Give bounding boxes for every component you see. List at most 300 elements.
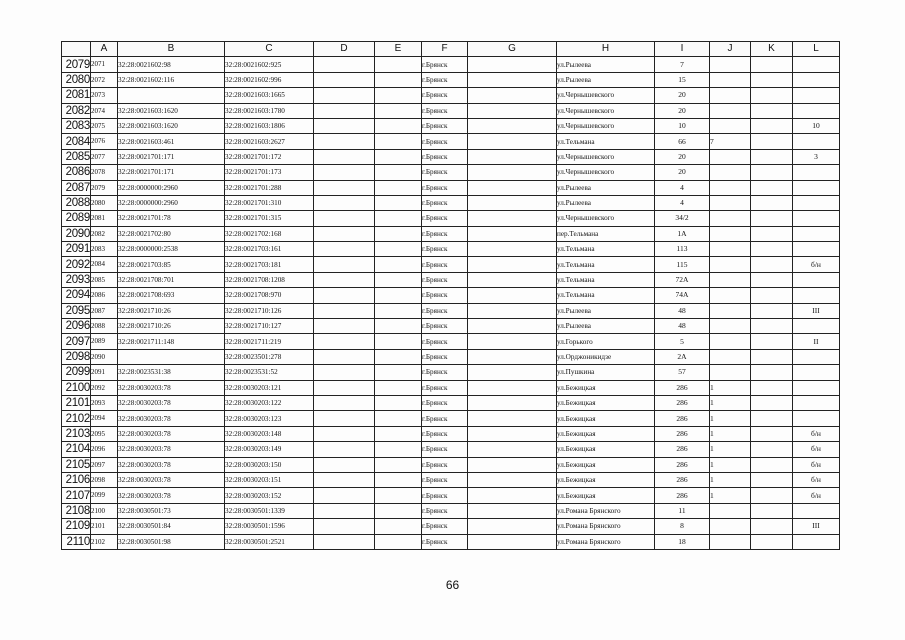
cell-k[interactable] bbox=[751, 226, 793, 241]
cell-a[interactable]: 2089 bbox=[91, 334, 118, 349]
cell-l[interactable] bbox=[793, 165, 840, 180]
cell-f[interactable]: г.Брянск bbox=[422, 149, 468, 164]
cell-f[interactable]: г.Брянск bbox=[422, 180, 468, 195]
row-number[interactable]: 2093 bbox=[62, 272, 91, 287]
cell-g[interactable] bbox=[468, 395, 557, 410]
row-number[interactable]: 2109 bbox=[62, 519, 91, 534]
cell-l[interactable] bbox=[793, 503, 840, 518]
cell-c[interactable]: 32:28:0021708:970 bbox=[225, 288, 314, 303]
cell-i[interactable]: 286 bbox=[655, 395, 710, 410]
cell-d[interactable] bbox=[314, 365, 375, 380]
cell-a[interactable]: 2098 bbox=[91, 472, 118, 487]
cell-b[interactable]: 32:28:0030203:78 bbox=[118, 380, 225, 395]
cell-f[interactable]: г.Брянск bbox=[422, 257, 468, 272]
cell-l[interactable]: б/н bbox=[793, 488, 840, 503]
cell-e[interactable] bbox=[375, 426, 422, 441]
cell-d[interactable] bbox=[314, 103, 375, 118]
cell-a[interactable]: 2078 bbox=[91, 165, 118, 180]
cell-j[interactable]: 1 bbox=[710, 380, 751, 395]
column-header-d[interactable]: D bbox=[314, 42, 375, 57]
cell-k[interactable] bbox=[751, 488, 793, 503]
cell-f[interactable]: г.Брянск bbox=[422, 319, 468, 334]
row-number[interactable]: 2079 bbox=[62, 57, 91, 72]
cell-h[interactable]: пер.Тельмана bbox=[557, 226, 655, 241]
cell-j[interactable]: 1 bbox=[710, 457, 751, 472]
cell-f[interactable]: г.Брянск bbox=[422, 488, 468, 503]
row-number[interactable]: 2104 bbox=[62, 442, 91, 457]
cell-l[interactable] bbox=[793, 211, 840, 226]
cell-h[interactable]: ул.Рылеева bbox=[557, 180, 655, 195]
cell-e[interactable] bbox=[375, 180, 422, 195]
cell-l[interactable] bbox=[793, 134, 840, 149]
cell-b[interactable]: 32:28:0023531:38 bbox=[118, 365, 225, 380]
cell-a[interactable]: 2082 bbox=[91, 226, 118, 241]
cell-c[interactable]: 32:28:0021703:161 bbox=[225, 242, 314, 257]
cell-f[interactable]: г.Брянск bbox=[422, 242, 468, 257]
cell-j[interactable] bbox=[710, 88, 751, 103]
cell-g[interactable] bbox=[468, 426, 557, 441]
cell-b[interactable]: 32:28:0030203:78 bbox=[118, 395, 225, 410]
cell-k[interactable] bbox=[751, 195, 793, 210]
cell-j[interactable] bbox=[710, 195, 751, 210]
cell-j[interactable] bbox=[710, 118, 751, 133]
cell-e[interactable] bbox=[375, 57, 422, 72]
cell-l[interactable]: б/н bbox=[793, 257, 840, 272]
row-number[interactable]: 2100 bbox=[62, 380, 91, 395]
cell-j[interactable] bbox=[710, 319, 751, 334]
cell-a[interactable]: 2093 bbox=[91, 395, 118, 410]
cell-l[interactable]: б/н bbox=[793, 457, 840, 472]
cell-h[interactable]: ул.Романа Брянского bbox=[557, 503, 655, 518]
cell-e[interactable] bbox=[375, 288, 422, 303]
cell-c[interactable]: 32:28:0021708:1208 bbox=[225, 272, 314, 287]
cell-h[interactable]: ул.Чернышевского bbox=[557, 149, 655, 164]
cell-c[interactable]: 32:28:0021603:1665 bbox=[225, 88, 314, 103]
cell-k[interactable] bbox=[751, 257, 793, 272]
cell-d[interactable] bbox=[314, 72, 375, 87]
cell-g[interactable] bbox=[468, 195, 557, 210]
cell-j[interactable] bbox=[710, 334, 751, 349]
column-header-e[interactable]: E bbox=[375, 42, 422, 57]
cell-i[interactable]: 286 bbox=[655, 442, 710, 457]
cell-g[interactable] bbox=[468, 472, 557, 487]
cell-f[interactable]: г.Брянск bbox=[422, 288, 468, 303]
cell-e[interactable] bbox=[375, 165, 422, 180]
cell-j[interactable] bbox=[710, 211, 751, 226]
cell-b[interactable]: 32:28:0000000:2538 bbox=[118, 242, 225, 257]
cell-i[interactable]: 2А bbox=[655, 349, 710, 364]
cell-c[interactable]: 32:28:0030501:1339 bbox=[225, 503, 314, 518]
cell-c[interactable]: 32:28:0030203:123 bbox=[225, 411, 314, 426]
cell-j[interactable]: 1 bbox=[710, 472, 751, 487]
cell-e[interactable] bbox=[375, 226, 422, 241]
cell-f[interactable]: г.Брянск bbox=[422, 226, 468, 241]
cell-b[interactable]: 32:28:0021711:148 bbox=[118, 334, 225, 349]
cell-h[interactable]: ул.Романа Брянского bbox=[557, 534, 655, 549]
cell-l[interactable]: б/н bbox=[793, 426, 840, 441]
cell-h[interactable]: ул.Бежицкая bbox=[557, 488, 655, 503]
row-number[interactable]: 2096 bbox=[62, 319, 91, 334]
cell-d[interactable] bbox=[314, 272, 375, 287]
cell-l[interactable]: II bbox=[793, 334, 840, 349]
cell-j[interactable] bbox=[710, 226, 751, 241]
cell-a[interactable]: 2073 bbox=[91, 88, 118, 103]
cell-l[interactable]: III bbox=[793, 303, 840, 318]
cell-l[interactable]: б/н bbox=[793, 442, 840, 457]
cell-c[interactable]: 32:28:0023531:52 bbox=[225, 365, 314, 380]
cell-j[interactable] bbox=[710, 534, 751, 549]
cell-g[interactable] bbox=[468, 118, 557, 133]
cell-h[interactable]: ул.Чернышевского bbox=[557, 165, 655, 180]
cell-h[interactable]: ул.Бежицкая bbox=[557, 411, 655, 426]
cell-k[interactable] bbox=[751, 457, 793, 472]
cell-i[interactable]: 4 bbox=[655, 180, 710, 195]
cell-f[interactable]: г.Брянск bbox=[422, 349, 468, 364]
cell-g[interactable] bbox=[468, 103, 557, 118]
cell-b[interactable]: 32:28:0030501:73 bbox=[118, 503, 225, 518]
cell-i[interactable]: 66 bbox=[655, 134, 710, 149]
cell-g[interactable] bbox=[468, 57, 557, 72]
cell-h[interactable]: ул.Бежицкая bbox=[557, 426, 655, 441]
row-number[interactable]: 2094 bbox=[62, 288, 91, 303]
cell-j[interactable] bbox=[710, 149, 751, 164]
cell-b[interactable]: 32:28:0021602:116 bbox=[118, 72, 225, 87]
row-number[interactable]: 2107 bbox=[62, 488, 91, 503]
cell-k[interactable] bbox=[751, 319, 793, 334]
cell-k[interactable] bbox=[751, 503, 793, 518]
cell-k[interactable] bbox=[751, 426, 793, 441]
cell-j[interactable] bbox=[710, 57, 751, 72]
cell-l[interactable] bbox=[793, 180, 840, 195]
cell-k[interactable] bbox=[751, 180, 793, 195]
cell-l[interactable] bbox=[793, 365, 840, 380]
cell-a[interactable]: 2079 bbox=[91, 180, 118, 195]
cell-e[interactable] bbox=[375, 242, 422, 257]
cell-i[interactable]: 20 bbox=[655, 149, 710, 164]
cell-a[interactable]: 2096 bbox=[91, 442, 118, 457]
cell-k[interactable] bbox=[751, 118, 793, 133]
cell-h[interactable]: ул.Чернышевского bbox=[557, 118, 655, 133]
cell-f[interactable]: г.Брянск bbox=[422, 534, 468, 549]
cell-a[interactable]: 2083 bbox=[91, 242, 118, 257]
cell-c[interactable]: 32:28:0021710:126 bbox=[225, 303, 314, 318]
cell-f[interactable]: г.Брянск bbox=[422, 195, 468, 210]
cell-e[interactable] bbox=[375, 395, 422, 410]
cell-j[interactable] bbox=[710, 242, 751, 257]
cell-a[interactable]: 2091 bbox=[91, 365, 118, 380]
cell-d[interactable] bbox=[314, 426, 375, 441]
row-number[interactable]: 2084 bbox=[62, 134, 91, 149]
cell-d[interactable] bbox=[314, 534, 375, 549]
column-header-h[interactable]: H bbox=[557, 42, 655, 57]
cell-d[interactable] bbox=[314, 334, 375, 349]
cell-d[interactable] bbox=[314, 411, 375, 426]
cell-l[interactable] bbox=[793, 380, 840, 395]
cell-l[interactable]: III bbox=[793, 519, 840, 534]
cell-d[interactable] bbox=[314, 57, 375, 72]
cell-g[interactable] bbox=[468, 334, 557, 349]
cell-c[interactable]: 32:28:0021703:181 bbox=[225, 257, 314, 272]
cell-b[interactable]: 32:28:0030203:78 bbox=[118, 411, 225, 426]
cell-d[interactable] bbox=[314, 211, 375, 226]
cell-k[interactable] bbox=[751, 288, 793, 303]
cell-b[interactable]: 32:28:0000000:2960 bbox=[118, 195, 225, 210]
cell-d[interactable] bbox=[314, 488, 375, 503]
cell-g[interactable] bbox=[468, 319, 557, 334]
cell-b[interactable]: 32:28:0021708:693 bbox=[118, 288, 225, 303]
cell-d[interactable] bbox=[314, 519, 375, 534]
cell-d[interactable] bbox=[314, 288, 375, 303]
cell-h[interactable]: ул.Орджоникидзе bbox=[557, 349, 655, 364]
cell-f[interactable]: г.Брянск bbox=[422, 411, 468, 426]
cell-f[interactable]: г.Брянск bbox=[422, 334, 468, 349]
cell-l[interactable] bbox=[793, 288, 840, 303]
cell-l[interactable] bbox=[793, 226, 840, 241]
cell-d[interactable] bbox=[314, 118, 375, 133]
cell-b[interactable]: 32:28:0030203:78 bbox=[118, 457, 225, 472]
cell-e[interactable] bbox=[375, 442, 422, 457]
cell-c[interactable]: 32:28:0021710:127 bbox=[225, 319, 314, 334]
cell-b[interactable]: 32:28:0000000:2960 bbox=[118, 180, 225, 195]
cell-k[interactable] bbox=[751, 411, 793, 426]
cell-a[interactable]: 2088 bbox=[91, 319, 118, 334]
cell-c[interactable]: 32:28:0021702:168 bbox=[225, 226, 314, 241]
cell-h[interactable]: ул.Горького bbox=[557, 334, 655, 349]
cell-i[interactable]: 286 bbox=[655, 426, 710, 441]
cell-h[interactable]: ул.Тельмана bbox=[557, 288, 655, 303]
cell-j[interactable]: 1 bbox=[710, 395, 751, 410]
row-number[interactable]: 2085 bbox=[62, 149, 91, 164]
cell-f[interactable]: г.Брянск bbox=[422, 457, 468, 472]
cell-c[interactable]: 32:28:0030501:2521 bbox=[225, 534, 314, 549]
cell-i[interactable]: 1А bbox=[655, 226, 710, 241]
cell-l[interactable] bbox=[793, 395, 840, 410]
cell-d[interactable] bbox=[314, 149, 375, 164]
row-number[interactable]: 2086 bbox=[62, 165, 91, 180]
cell-j[interactable] bbox=[710, 288, 751, 303]
row-number[interactable]: 2097 bbox=[62, 334, 91, 349]
cell-l[interactable]: 3 bbox=[793, 149, 840, 164]
cell-l[interactable] bbox=[793, 57, 840, 72]
cell-b[interactable]: 32:28:0021603:1620 bbox=[118, 118, 225, 133]
cell-h[interactable]: ул.Тельмана bbox=[557, 272, 655, 287]
cell-j[interactable] bbox=[710, 349, 751, 364]
cell-h[interactable]: ул.Чернышевского bbox=[557, 88, 655, 103]
cell-g[interactable] bbox=[468, 272, 557, 287]
cell-j[interactable] bbox=[710, 303, 751, 318]
cell-h[interactable]: ул.Бежицкая bbox=[557, 457, 655, 472]
cell-c[interactable]: 32:28:0021701:288 bbox=[225, 180, 314, 195]
cell-j[interactable] bbox=[710, 165, 751, 180]
row-number[interactable]: 2082 bbox=[62, 103, 91, 118]
cell-l[interactable] bbox=[793, 88, 840, 103]
cell-h[interactable]: ул.Тельмана bbox=[557, 257, 655, 272]
cell-k[interactable] bbox=[751, 365, 793, 380]
cell-c[interactable]: 32:28:0030203:151 bbox=[225, 472, 314, 487]
cell-k[interactable] bbox=[751, 134, 793, 149]
cell-h[interactable]: ул.Тельмана bbox=[557, 242, 655, 257]
cell-e[interactable] bbox=[375, 134, 422, 149]
cell-d[interactable] bbox=[314, 257, 375, 272]
cell-b[interactable]: 32:28:0021701:171 bbox=[118, 165, 225, 180]
cell-c[interactable]: 32:28:0030203:152 bbox=[225, 488, 314, 503]
column-header-k[interactable]: K bbox=[751, 42, 793, 57]
cell-j[interactable]: 1 bbox=[710, 411, 751, 426]
row-number[interactable]: 2110 bbox=[62, 534, 91, 549]
cell-f[interactable]: г.Брянск bbox=[422, 303, 468, 318]
cell-a[interactable]: 2080 bbox=[91, 195, 118, 210]
cell-a[interactable]: 2087 bbox=[91, 303, 118, 318]
cell-d[interactable] bbox=[314, 134, 375, 149]
cell-g[interactable] bbox=[468, 380, 557, 395]
cell-b[interactable]: 32:28:0030203:78 bbox=[118, 488, 225, 503]
cell-i[interactable]: 20 bbox=[655, 88, 710, 103]
cell-g[interactable] bbox=[468, 226, 557, 241]
cell-l[interactable]: 10 bbox=[793, 118, 840, 133]
cell-f[interactable]: г.Брянск bbox=[422, 118, 468, 133]
row-number[interactable]: 2087 bbox=[62, 180, 91, 195]
row-number[interactable]: 2091 bbox=[62, 242, 91, 257]
cell-f[interactable]: г.Брянск bbox=[422, 503, 468, 518]
cell-d[interactable] bbox=[314, 165, 375, 180]
cell-b[interactable] bbox=[118, 88, 225, 103]
cell-b[interactable]: 32:28:0030203:78 bbox=[118, 442, 225, 457]
cell-e[interactable] bbox=[375, 334, 422, 349]
row-number[interactable]: 2088 bbox=[62, 195, 91, 210]
cell-f[interactable]: г.Брянск bbox=[422, 395, 468, 410]
cell-k[interactable] bbox=[751, 303, 793, 318]
cell-h[interactable]: ул.Рылеева bbox=[557, 195, 655, 210]
cell-e[interactable] bbox=[375, 411, 422, 426]
row-number[interactable]: 2095 bbox=[62, 303, 91, 318]
cell-d[interactable] bbox=[314, 457, 375, 472]
cell-e[interactable] bbox=[375, 303, 422, 318]
cell-b[interactable]: 32:28:0021710:26 bbox=[118, 303, 225, 318]
cell-e[interactable] bbox=[375, 195, 422, 210]
cell-f[interactable]: г.Брянск bbox=[422, 211, 468, 226]
cell-f[interactable]: г.Брянск bbox=[422, 519, 468, 534]
cell-j[interactable]: 1 bbox=[710, 488, 751, 503]
cell-d[interactable] bbox=[314, 303, 375, 318]
cell-i[interactable]: 286 bbox=[655, 457, 710, 472]
cell-f[interactable]: г.Брянск bbox=[422, 380, 468, 395]
column-header-j[interactable]: J bbox=[710, 42, 751, 57]
cell-k[interactable] bbox=[751, 272, 793, 287]
cell-g[interactable] bbox=[468, 72, 557, 87]
cell-d[interactable] bbox=[314, 242, 375, 257]
cell-h[interactable]: ул.Бежицкая bbox=[557, 472, 655, 487]
cell-a[interactable]: 2077 bbox=[91, 149, 118, 164]
cell-e[interactable] bbox=[375, 457, 422, 472]
cell-k[interactable] bbox=[751, 165, 793, 180]
cell-e[interactable] bbox=[375, 272, 422, 287]
cell-j[interactable] bbox=[710, 257, 751, 272]
cell-i[interactable]: 74А bbox=[655, 288, 710, 303]
cell-k[interactable] bbox=[751, 380, 793, 395]
cell-a[interactable]: 2100 bbox=[91, 503, 118, 518]
cell-b[interactable]: 32:28:0030501:84 bbox=[118, 519, 225, 534]
cell-i[interactable]: 5 bbox=[655, 334, 710, 349]
cell-l[interactable] bbox=[793, 242, 840, 257]
cell-c[interactable]: 32:28:0023501:278 bbox=[225, 349, 314, 364]
cell-d[interactable] bbox=[314, 395, 375, 410]
cell-a[interactable]: 2075 bbox=[91, 118, 118, 133]
cell-e[interactable] bbox=[375, 211, 422, 226]
cell-g[interactable] bbox=[468, 534, 557, 549]
cell-l[interactable] bbox=[793, 72, 840, 87]
cell-b[interactable]: 32:28:0021701:78 bbox=[118, 211, 225, 226]
cell-e[interactable] bbox=[375, 72, 422, 87]
column-header-c[interactable]: C bbox=[225, 42, 314, 57]
row-number[interactable]: 2102 bbox=[62, 411, 91, 426]
cell-g[interactable] bbox=[468, 457, 557, 472]
cell-f[interactable]: г.Брянск bbox=[422, 72, 468, 87]
cell-i[interactable]: 48 bbox=[655, 319, 710, 334]
cell-e[interactable] bbox=[375, 472, 422, 487]
cell-f[interactable]: г.Брянск bbox=[422, 103, 468, 118]
cell-k[interactable] bbox=[751, 103, 793, 118]
cell-b[interactable]: 32:28:0030501:98 bbox=[118, 534, 225, 549]
cell-f[interactable]: г.Брянск bbox=[422, 472, 468, 487]
cell-a[interactable]: 2072 bbox=[91, 72, 118, 87]
cell-l[interactable] bbox=[793, 195, 840, 210]
cell-g[interactable] bbox=[468, 303, 557, 318]
cell-f[interactable]: г.Брянск bbox=[422, 365, 468, 380]
cell-k[interactable] bbox=[751, 334, 793, 349]
cell-j[interactable]: 1 bbox=[710, 426, 751, 441]
row-number[interactable]: 2098 bbox=[62, 349, 91, 364]
cell-c[interactable]: 32:28:0021602:996 bbox=[225, 72, 314, 87]
cell-d[interactable] bbox=[314, 380, 375, 395]
cell-c[interactable]: 32:28:0021701:310 bbox=[225, 195, 314, 210]
cell-k[interactable] bbox=[751, 242, 793, 257]
cell-c[interactable]: 32:28:0030203:149 bbox=[225, 442, 314, 457]
cell-g[interactable] bbox=[468, 149, 557, 164]
cell-h[interactable]: ул.Пушкина bbox=[557, 365, 655, 380]
row-number[interactable]: 2083 bbox=[62, 118, 91, 133]
cell-k[interactable] bbox=[751, 149, 793, 164]
cell-g[interactable] bbox=[468, 242, 557, 257]
cell-b[interactable]: 32:28:0021603:461 bbox=[118, 134, 225, 149]
cell-f[interactable]: г.Брянск bbox=[422, 442, 468, 457]
cell-a[interactable]: 2084 bbox=[91, 257, 118, 272]
cell-j[interactable]: 7 bbox=[710, 134, 751, 149]
cell-j[interactable]: 1 bbox=[710, 442, 751, 457]
cell-i[interactable]: 286 bbox=[655, 411, 710, 426]
cell-b[interactable]: 32:28:0021703:85 bbox=[118, 257, 225, 272]
cell-i[interactable]: 34/2 bbox=[655, 211, 710, 226]
cell-h[interactable]: ул.Романа Брянского bbox=[557, 519, 655, 534]
cell-l[interactable] bbox=[793, 319, 840, 334]
cell-i[interactable]: 4 bbox=[655, 195, 710, 210]
cell-i[interactable]: 113 bbox=[655, 242, 710, 257]
cell-i[interactable]: 57 bbox=[655, 365, 710, 380]
cell-j[interactable] bbox=[710, 365, 751, 380]
cell-l[interactable] bbox=[793, 534, 840, 549]
cell-a[interactable]: 2101 bbox=[91, 519, 118, 534]
cell-h[interactable]: ул.Чернышевского bbox=[557, 211, 655, 226]
column-header-f[interactable]: F bbox=[422, 42, 468, 57]
cell-c[interactable]: 32:28:0021701:173 bbox=[225, 165, 314, 180]
cell-k[interactable] bbox=[751, 349, 793, 364]
cell-g[interactable] bbox=[468, 257, 557, 272]
row-number[interactable]: 2108 bbox=[62, 503, 91, 518]
cell-a[interactable]: 2071 bbox=[91, 57, 118, 72]
cell-g[interactable] bbox=[468, 211, 557, 226]
cell-f[interactable]: г.Брянск bbox=[422, 426, 468, 441]
cell-b[interactable]: 32:28:0021602:98 bbox=[118, 57, 225, 72]
cell-i[interactable]: 286 bbox=[655, 488, 710, 503]
